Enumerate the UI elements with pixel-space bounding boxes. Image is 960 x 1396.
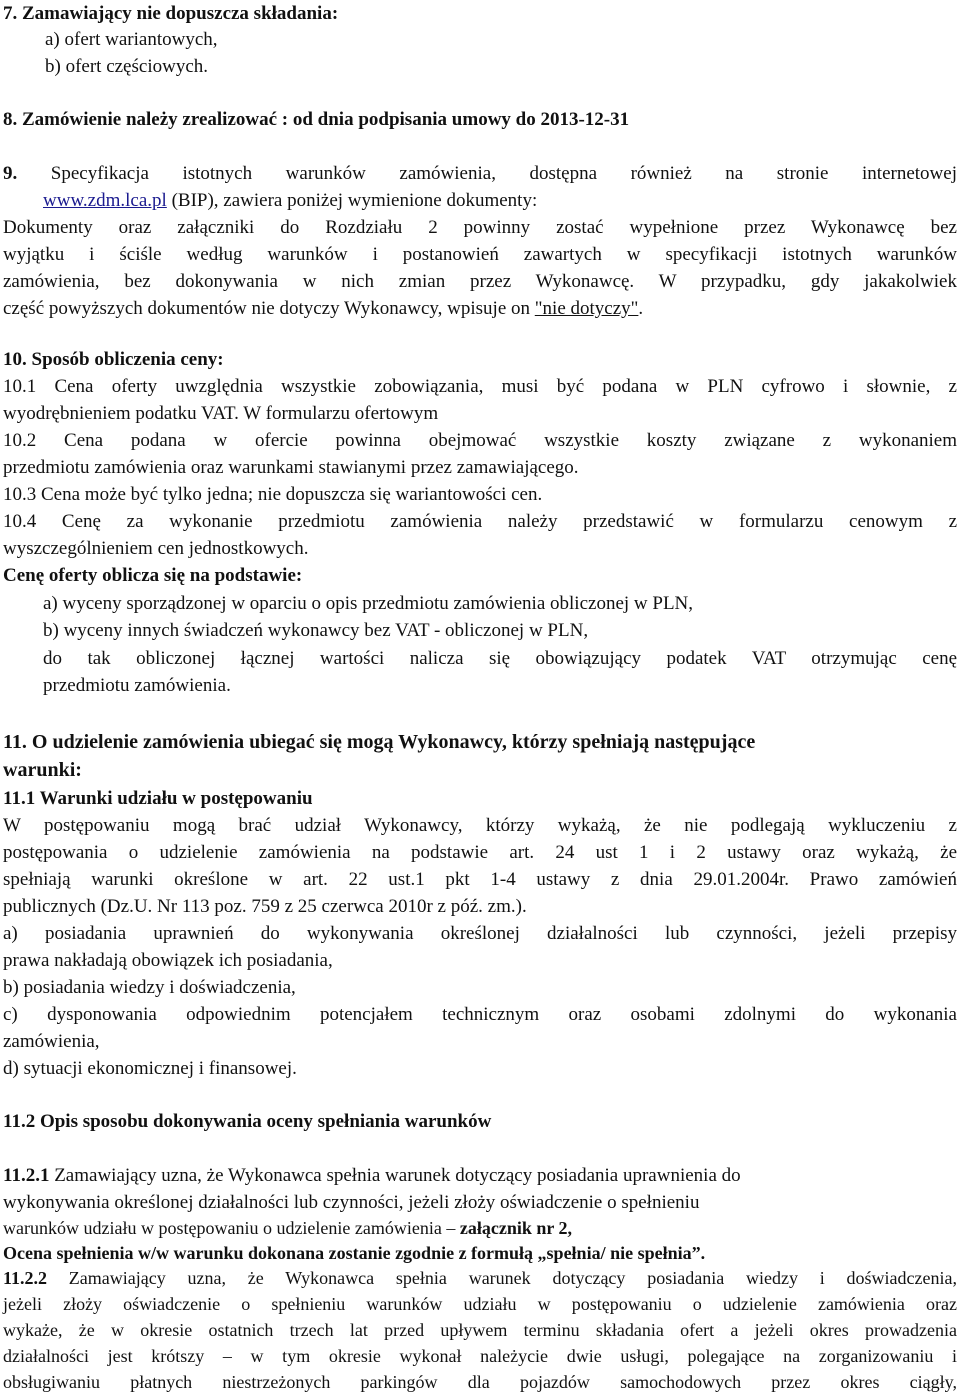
section-7-item-a: a) ofert wariantowych, [45, 29, 218, 50]
section-7-item-b: b) ofert częściowych. [45, 56, 209, 77]
section-9-line-5: zamówienia, bez dokonywania w nich zmian przez Wykonawcę. W przypadku, gdy jakakolwiek [3, 271, 957, 292]
section-9-line-2 [43, 187, 957, 214]
section-11-1-heading: 11.1 Warunki udziału w postępowaniu [3, 788, 313, 809]
section-11-2-2-line-1 [3, 1265, 957, 1292]
price-basis-heading: Cenę oferty oblicza się na podstawie: [3, 565, 303, 586]
section-10-line-7: wyszczególnieniem cen jednostkowych. [3, 538, 309, 559]
section-11-2-1-line-3 [3, 1215, 957, 1242]
section-10-heading: 10. Sposób obliczenia ceny: [3, 349, 224, 370]
section-11-2-2-number: 11.2.2 [3, 1268, 48, 1288]
section-11-2-1-line-3-pre: warunków udziału w postępowaniu o udzielenie zamówienia – [3, 1218, 460, 1238]
section-11-2-1-text-1: Zamawiający uzna, że Wykonawca spełnia warunek dotyczący posiadania uprawnienia do [49, 1165, 741, 1186]
section-11-2-1-line-2: wykonywania określonej działalności lub czynności, jeżeli złoży oświadczenie o spełnieniu [3, 1192, 700, 1213]
section-9-line-4: wyjątku i ściśle według warunków i postanowień zawartych w specyfikacji istotnych warunków [3, 244, 957, 265]
condition-a-line-1: a) posiadania uprawnień do wykonywania określonej działalności lub czynności, jeżeli przepisy [3, 923, 957, 944]
price-basis-note-line-1: do tak obliczonej łącznej wartości nalicza się obowiązujący podatek VAT otrzymując cenę [43, 648, 957, 669]
section-10-line-3: 10.2 Cena podana w ofercie powinna obejmować wszystkie koszty związane z wykonaniem [3, 430, 957, 451]
condition-d: d) sytuacji ekonomicznej i finansowej. [3, 1058, 297, 1079]
condition-a-line-2: prawa nakładają obowiązek ich posiadania, [3, 950, 333, 971]
section-8-heading: 8. Zamówienie należy zrealizować : od dnia podpisania umowy do 2013-12-31 [3, 109, 630, 130]
condition-c-line-1: c) dysponowania odpowiednim potencjałem technicznym oraz osobami zdolnymi do wykonania [3, 1004, 957, 1025]
section-11-1-line-1: W postępowaniu mogą brać udział Wykonawcy, którzy wykażą, że nie podlegają wykluczeniu z [3, 815, 957, 836]
section-11-2-2-line-4: działalności jest krótszy – w tym okresie wykonał należycie dwie usługi, polegające na zorganizowaniu i [3, 1346, 957, 1366]
condition-c-line-2: zamówienia, [3, 1031, 100, 1052]
section-11-2-1-number: 11.2.1 [3, 1165, 50, 1186]
section-10-line-2: wyodrębnieniem podatku VAT. W formularzu ofertowym [3, 403, 439, 424]
section-11-1-line-3: spełniają warunki określone w art. 22 ust.1 pkt 1-4 ustawy z dnia 29.01.2004r. Prawo zamówień [3, 869, 957, 890]
section-11-2-heading: 11.2 Opis sposobu dokonywania oceny spełniania warunków [3, 1111, 492, 1132]
section-11-1-line-2: postępowania o udzielenie zamówienia na podstawie art. 24 ust 1 i 2 ustawy oraz wykażą, że [3, 842, 957, 863]
section-11-2-2-text-1: Zamawiający uzna, że Wykonawca spełnia warunek dotyczący posiadania wiedzy i doświadczenia, [47, 1268, 957, 1288]
section-11-2-1-line-1 [3, 1162, 957, 1189]
section-9-line-3: Dokumenty oraz załączniki do Rozdziału 2 powinny zostać wypełnione przez Wykonawcę bez [3, 217, 957, 238]
section-11-heading-line-1: 11. O udzielenie zamówienia ubiegać się mogą Wykonawcy, którzy spełniają następujące [3, 731, 756, 753]
section-11-2-2-line-3: wykaże, że w okresie ostatnich trzech lat przed upływem terminu składania ofert a jeżeli okres prowadzenia [3, 1320, 957, 1340]
section-9-line-6 [3, 295, 957, 322]
price-basis-item-a: a) wyceny sporządzonej w oparciu o opis przedmiotu zamówienia obliczonej w PLN, [43, 593, 694, 614]
section-10-line-5: 10.3 Cena może być tylko jedna; nie dopuszcza się wariantowości cen. [3, 484, 543, 505]
website-link[interactable]: www.zdm.lca.pl [43, 190, 167, 211]
section-10-line-4: przedmiotu zamówienia oraz warunkami stawianymi przez zamawiającego. [3, 457, 579, 478]
price-basis-note-line-2: przedmiotu zamówienia. [43, 675, 231, 696]
section-11-2-2-line-5: obsługiwaniu płatnych niestrzeżonych parkingów dla pojazdów samochodowych przez okres ciągły, [3, 1372, 957, 1392]
section-11-heading-line-2: warunki: [3, 759, 82, 781]
section-7-heading: 7. Zamawiający nie dopuszcza składania: [3, 3, 339, 24]
section-9-text-1-visible: Specyfikacja istotnych warunków zamówienia, dostępna również na stronie internetowej [50, 163, 957, 184]
attachment-reference: załącznik nr 2, [459, 1218, 573, 1238]
section-9-line-6-pre: część powyższych dokumentów nie dotyczy Wykonawcy, wpisuje on [3, 298, 535, 319]
section-10-line-1: 10.1 Cena oferty uwzględnia wszystkie zobowiązania, musi być podana w PLN cyfrowo i słownie, z [3, 376, 957, 397]
section-11-1-line-4: publicznych (Dz.U. Nr 113 poz. 759 z 25 czerwca 2010r z póź. zm.). [3, 896, 527, 917]
section-9-line-6-post: . [638, 298, 644, 319]
section-11-2-2-line-2: jeżeli złoży oświadczenie o spełnieniu warunków udziału w postępowaniu o udzielenie zamówienia oraz [3, 1294, 957, 1314]
section-9-line-2-rest: (BIP), zawiera poniżej wymienione dokumenty: [166, 190, 538, 211]
section-10-line-6: 10.4 Cenę za wykonanie przedmiotu zamówienia należy przedstawić w formularzu cenowym z [3, 511, 957, 532]
condition-b: b) posiadania wiedzy i doświadczenia, [3, 977, 296, 998]
section-9-line-1 [3, 160, 957, 187]
evaluation-formula-line: Ocena spełnienia w/w warunku dokonana zostanie zgodnie z formułą „spełnia/ nie spełnia”. [3, 1243, 706, 1263]
price-basis-item-b: b) wyceny innych świadczeń wykonawcy bez VAT - obliczonej w PLN, [43, 620, 589, 641]
section-9-number: 9. [3, 163, 18, 184]
not-applicable-phrase: "nie dotyczy" [534, 298, 639, 319]
